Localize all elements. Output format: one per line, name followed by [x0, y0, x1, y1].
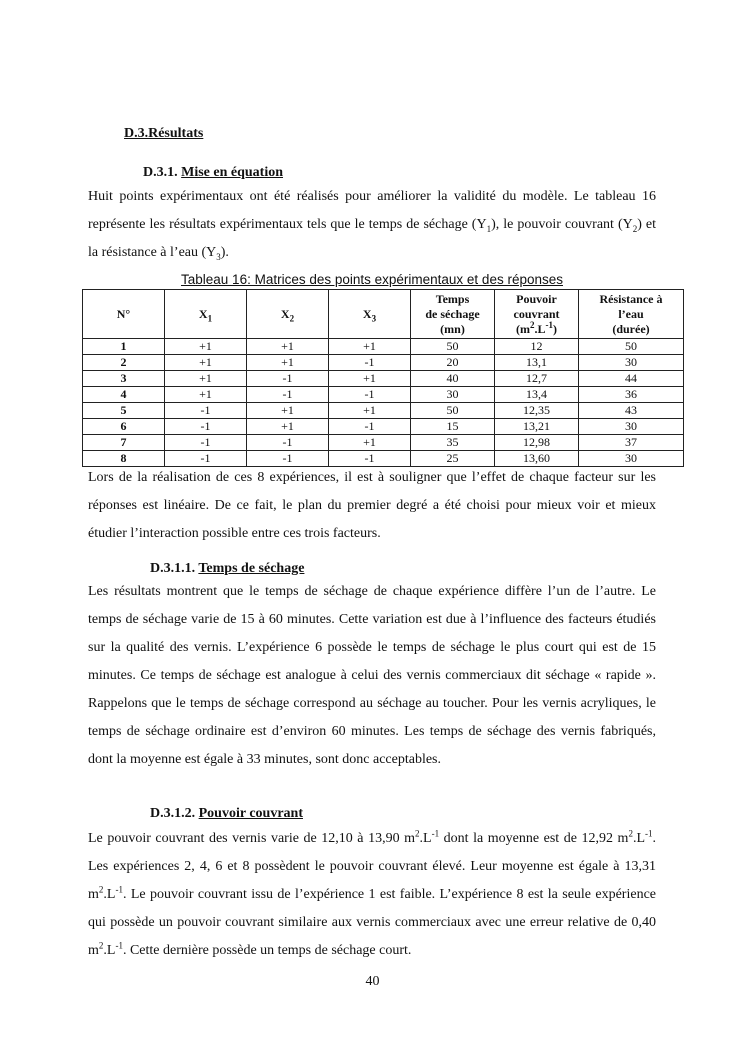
table-cell: -1 — [329, 387, 411, 403]
table-cell: 30 — [579, 419, 684, 435]
table-cell: +1 — [247, 355, 329, 371]
table-cell: 3 — [83, 371, 165, 387]
header-n: N° — [83, 290, 165, 339]
table-cell: 2 — [83, 355, 165, 371]
table-row — [83, 403, 684, 419]
table-cell: 4 — [83, 387, 165, 403]
table-cell: 13,1 — [495, 355, 579, 371]
table-cell: 50 — [411, 403, 495, 419]
header-x2: $X_2$ — [247, 290, 329, 339]
table-cell: +1 — [247, 403, 329, 419]
table-cell: 50 — [579, 339, 684, 355]
table-cell: 5 — [83, 403, 165, 419]
header-resistance: Résistance à l’eau (durée) — [579, 290, 684, 339]
temps-sechage-paragraph: Les résultats montrent que le temps de séchage de chaque expérience diffère l’un de l’autre. Le temps de séchage varie de 15 à 60 minutes. Cette variation est due à l’influence des facteurs étudiés sur la qualité des vernis. L’expérience 6 possède le temps de séchage le plus court qui est de 15 minutes. Ce temps de séchage est analogue à celui des vernis commerciaux dit séchage « rapide ». Rappelons que le temps de séchage correspond au séchage au toucher. Pour les vernis acryliques, le temps de séchage ordinaire est d’environ 60 minutes. Les temps de séchage des vernis fabriqués, dont la moyenne est égale à 33 minutes, sont donc acceptables. — [88, 584, 656, 767]
heading-title: Temps de séchage — [198, 561, 305, 576]
table-cell: -1 — [165, 451, 247, 467]
table-cell: 43 — [579, 403, 684, 419]
table-cell: +1 — [165, 355, 247, 371]
table-cell: 13,21 — [495, 419, 579, 435]
table-cell: 30 — [579, 451, 684, 467]
pouvoir-couvrant-paragraph: Le pouvoir couvrant des vernis varie de 12,10 à 13,90 $m^2.L^{-1}$ dont la moyenne est de 12,92 $m^2.L^{-1}$. Les expériences 2, 4, 6 et 8 possèdent le pouvoir couvrant élevé. Leur moyenne est égale à 13,31 $m^2.L^{-1}$. Le pouvoir couvrant issu de l’expérience 1 est faible. L’expérience 8 est la seule expérience qui possède un pouvoir couvrant similaire aux vernis commerciaux avec une erreur relative de 0,40 $m^2.L^{-1}$. Cette dernière possède un temps de séchage court. — [88, 828, 656, 958]
table-cell: 20 — [411, 355, 495, 371]
table-cell: 44 — [579, 371, 684, 387]
table-row — [83, 387, 684, 403]
header-x3: $X_3$ — [329, 290, 411, 339]
intro-paragraph: Huit points expérimentaux ont été réalisés pour améliorer la validité du modèle. Le tableau 16 représente les résultats expérimentaux tels que le temps de séchage $(Y_1)$, le pouvoir couvrant $(Y_2)$ et la résistance à l’eau $(Y_3)$. — [88, 189, 657, 262]
table-row — [83, 371, 684, 387]
header-pouvoir: Pouvoir couvrant $(m^2.L^{-1})$ — [495, 290, 579, 339]
table-cell: +1 — [329, 371, 411, 387]
table-cell: 50 — [411, 339, 495, 355]
heading-pouvoir-couvrant — [150, 806, 303, 822]
table-cell: 40 — [411, 371, 495, 387]
table-cell: 15 — [411, 419, 495, 435]
table-row — [83, 435, 684, 451]
table-cell: -1 — [247, 371, 329, 387]
heading-temps-sechage — [150, 561, 304, 577]
table-cell: 25 — [411, 451, 495, 467]
table-caption: Tableau 16: Matrices des points expérimentaux et des réponses — [181, 272, 563, 287]
table-header-row — [83, 290, 684, 339]
table-cell: 35 — [411, 435, 495, 451]
table-cell: +1 — [165, 339, 247, 355]
table-row — [83, 419, 684, 435]
table-cell: +1 — [329, 435, 411, 451]
table-cell: -1 — [165, 435, 247, 451]
table-cell: -1 — [329, 355, 411, 371]
table-cell: 30 — [579, 355, 684, 371]
section-heading-results: D.3.Résultats — [124, 126, 204, 141]
table-cell: 37 — [579, 435, 684, 451]
results-table — [82, 289, 684, 467]
table-cell: 1 — [83, 339, 165, 355]
table-cell: +1 — [165, 387, 247, 403]
table-cell: +1 — [329, 403, 411, 419]
table-cell: 30 — [411, 387, 495, 403]
table-cell: -1 — [165, 403, 247, 419]
heading-number: D.3.1.1. — [150, 561, 196, 576]
subsection-title: Mise en équation — [181, 165, 284, 180]
header-temps: Temps de séchage (mn) — [411, 290, 495, 339]
table-cell: 6 — [83, 419, 165, 435]
table-cell: -1 — [247, 387, 329, 403]
subsection-number: D.3.1. — [143, 165, 178, 180]
table-cell: 12,35 — [495, 403, 579, 419]
table-cell: -1 — [329, 451, 411, 467]
header-x1: $X_1$ — [165, 290, 247, 339]
table-cell: -1 — [247, 451, 329, 467]
table-cell: 8 — [83, 451, 165, 467]
table-cell: 12,98 — [495, 435, 579, 451]
table-cell: +1 — [329, 339, 411, 355]
table-cell: 12,7 — [495, 371, 579, 387]
table-cell: -1 — [329, 419, 411, 435]
table-row — [83, 355, 684, 371]
heading-number: D.3.1.2. — [150, 806, 196, 821]
table-cell: 36 — [579, 387, 684, 403]
after-table-paragraph: Lors de la réalisation de ces 8 expériences, il est à souligner que l’effet de chaque facteur sur les réponses est linéaire. De ce fait, le plan du premier degré a été choisi pour mieux voir et mieux étudier l’interaction possible entre ces trois facteurs. — [88, 470, 656, 541]
table-cell: -1 — [165, 419, 247, 435]
subsection-heading-equation — [143, 165, 283, 181]
table-cell: 12 — [495, 339, 579, 355]
heading-title: Pouvoir couvrant — [198, 806, 303, 821]
page-number: 40 — [365, 974, 380, 989]
table-row — [83, 339, 684, 355]
table-cell: +1 — [247, 339, 329, 355]
table-cell: 7 — [83, 435, 165, 451]
table-cell: +1 — [165, 371, 247, 387]
table-cell: 13,4 — [495, 387, 579, 403]
table-cell: +1 — [247, 419, 329, 435]
table-cell: 13,60 — [495, 451, 579, 467]
table-cell: -1 — [247, 435, 329, 451]
